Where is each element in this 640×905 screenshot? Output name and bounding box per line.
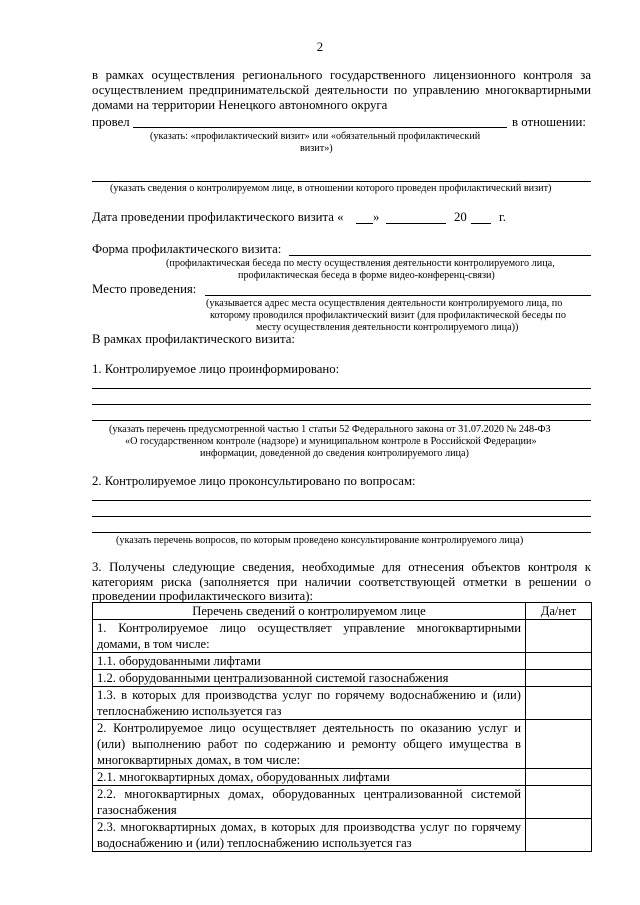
section1-hint-2: «О государственном контроле (надзоре) и муниципальном контроле в Российской Федерации» xyxy=(125,436,537,447)
table-cell-answer[interactable] xyxy=(526,769,592,786)
table-cell-info: 2.2. многоквартирных домах, оборудованных централизованной системой газоснабжения xyxy=(93,786,526,819)
table-row xyxy=(93,653,592,670)
column-header-info: Перечень сведений о контролируемом лице xyxy=(93,603,526,620)
table-row xyxy=(93,720,592,769)
table-cell-answer[interactable] xyxy=(526,620,592,653)
visit-year-suffix: г. xyxy=(499,210,507,224)
visit-form-field-line[interactable] xyxy=(289,255,591,256)
table-cell-info: 1.1. оборудованными лифтами xyxy=(93,653,526,670)
section1-title: 1. Контролируемое лицо проинформировано: xyxy=(92,362,340,376)
visit-day-field[interactable] xyxy=(356,223,373,224)
section1-field-line-3[interactable] xyxy=(92,420,591,421)
visit-date-quote-close: » xyxy=(373,210,380,224)
risk-info-table xyxy=(92,602,592,852)
intro-line-2: осуществлением предпринимательской деятельности по управлению многоквартирными xyxy=(92,83,591,97)
table-cell-answer[interactable] xyxy=(526,819,592,852)
visit-date-label: Дата проведении профилактического визита « xyxy=(92,210,344,224)
table-row xyxy=(93,670,592,687)
table-header-row xyxy=(93,603,592,620)
visit-form-hint-1: (профилактическая беседа по месту осуществления деятельности контролируемого лица, xyxy=(166,258,555,269)
table-cell-answer[interactable] xyxy=(526,687,592,720)
visit-place-hint-1: (указывается адрес места осуществления деятельности контролируемого лица, по xyxy=(206,298,563,309)
table-row xyxy=(93,819,592,852)
table-row xyxy=(93,620,592,653)
visit-month-field[interactable] xyxy=(386,223,446,224)
intro-line-1: в рамках осуществления регионального государственного лицензионного контроля за xyxy=(92,68,591,82)
section1-field-line-1[interactable] xyxy=(92,388,591,389)
visit-place-label: Место проведения: xyxy=(92,282,197,296)
page-number: 2 xyxy=(316,40,324,54)
visit-place-field-line[interactable] xyxy=(205,295,591,296)
visit-place-hint-2: которому проводился профилактический визит (для профилактической беседы по xyxy=(210,310,566,321)
visit-type-hint-1: (указать: «профилактический визит» или «обязательный профилактический xyxy=(150,131,481,142)
section2-hint: (указать перечень вопросов, по которым проведено консультирование контролируемого лица) xyxy=(116,535,524,546)
table-row xyxy=(93,687,592,720)
table-cell-info: 1.3. в которых для производства услуг по горячему водоснабжению и (или) теплоснабжению используется газ xyxy=(93,687,526,720)
section1-field-line-2[interactable] xyxy=(92,404,591,405)
v-otnoshenii-label: в отношении: xyxy=(512,115,586,129)
section2-field-line-3[interactable] xyxy=(92,532,591,533)
provel-label: провел xyxy=(92,115,130,129)
table-cell-info: 2. Контролируемое лицо осуществляет деятельность по оказанию услуг и (или) выполнению работ по содержанию и ремонту общего имущества в многоквартирных домах, в том числе: xyxy=(93,720,526,769)
table-cell-info: 1.2. оборудованными централизованной системой газоснабжения xyxy=(93,670,526,687)
section2-field-line-2[interactable] xyxy=(92,516,591,517)
table-row xyxy=(93,786,592,819)
column-header-answer: Да/нет xyxy=(526,603,592,620)
visit-place-hint-3: месту осуществления деятельности контролируемого лица)) xyxy=(256,322,519,333)
section1-hint-1: (указать перечень предусмотренной частью 1 статьи 52 Федерального закона от 31.07.2020 № 248-ФЗ xyxy=(109,424,551,435)
visit-year-prefix: 20 xyxy=(454,210,467,224)
controlled-person-field-line[interactable] xyxy=(92,181,591,182)
table-cell-info: 2.3. многоквартирных домах, в которых для производства услуг по горячему водоснабжению и (или) теплоснабжению используется газ xyxy=(93,819,526,852)
controlled-person-hint: (указать сведения о контролируемом лице, в отношении которого проведен профилактический визит) xyxy=(110,183,552,194)
table-cell-answer[interactable] xyxy=(526,670,592,687)
table-cell-answer[interactable] xyxy=(526,653,592,670)
section1-hint-3: информации, доведенной до сведения контролируемого лица) xyxy=(200,448,469,459)
visit-type-hint-2: визит») xyxy=(300,143,333,154)
within-visit-heading: В рамках профилактического визита: xyxy=(92,332,295,346)
visit-year-field[interactable] xyxy=(471,223,491,224)
section3-line-1: 3. Получены следующие сведения, необходимые для отнесения объектов контроля к xyxy=(92,560,591,574)
section2-title: 2. Контролируемое лицо проконсультировано по вопросам: xyxy=(92,474,416,488)
table-cell-info: 1. Контролируемое лицо осуществляет управление многоквартирными домами, в том числе: xyxy=(93,620,526,653)
visit-type-field-line[interactable] xyxy=(133,127,507,128)
section3-line-2: категориям риска (заполняется при наличии соответствующей отметки в решении о xyxy=(92,575,591,589)
section3-line-3: проведении профилактического визита): xyxy=(92,589,314,603)
table-cell-answer[interactable] xyxy=(526,720,592,769)
section2-field-line-1[interactable] xyxy=(92,500,591,501)
table-row xyxy=(93,769,592,786)
visit-form-label: Форма профилактического визита: xyxy=(92,242,282,256)
intro-line-3: домами на территории Ненецкого автономного округа xyxy=(92,98,388,112)
visit-form-hint-2: профилактическая беседа в форме видео-конференц-связи) xyxy=(238,270,495,281)
table-cell-answer[interactable] xyxy=(526,786,592,819)
table-cell-info: 2.1. многоквартирных домах, оборудованных лифтами xyxy=(93,769,526,786)
